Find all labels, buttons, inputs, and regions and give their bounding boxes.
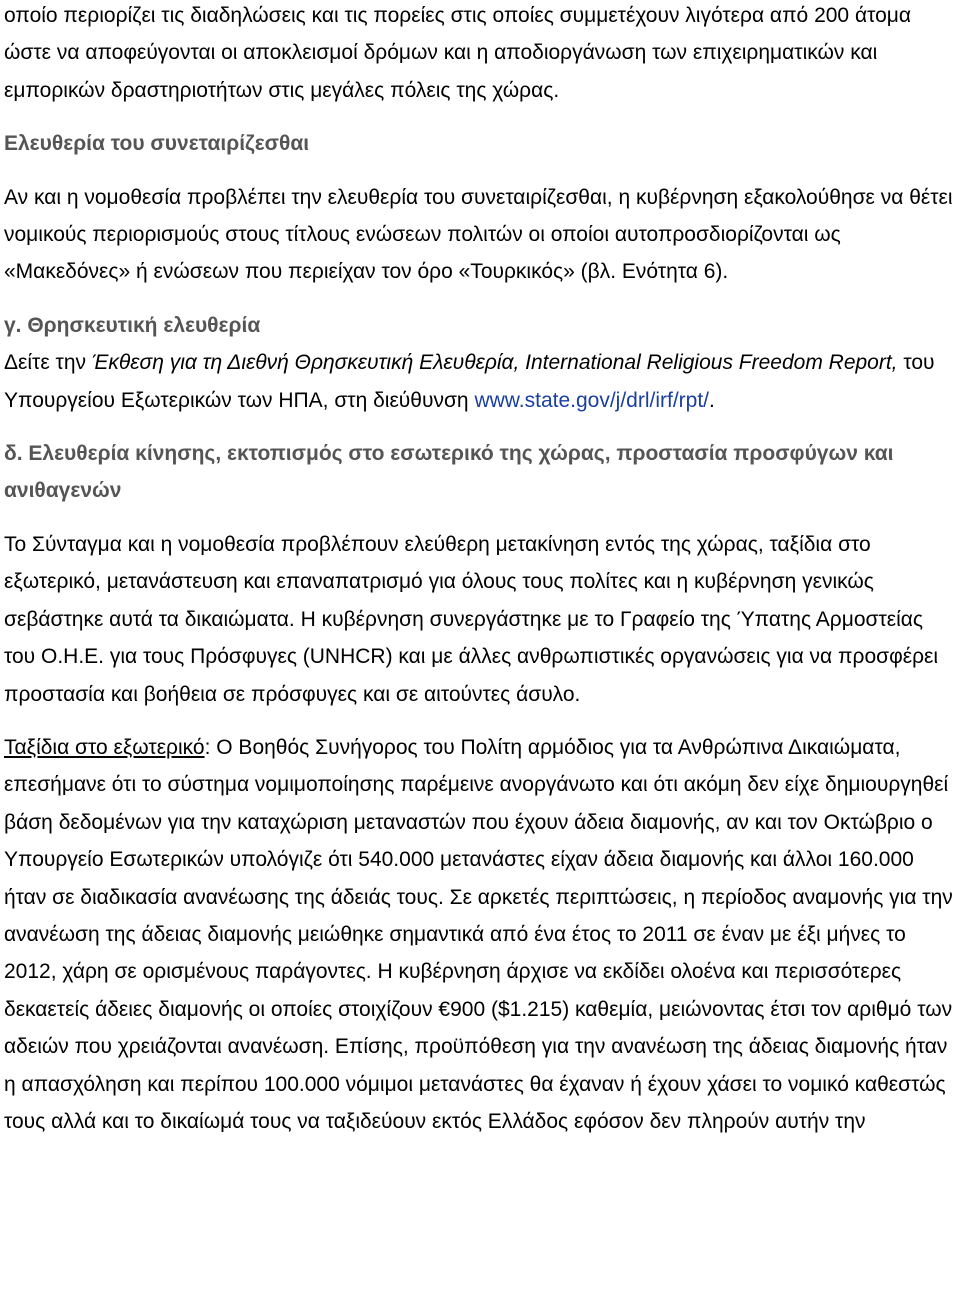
paragraph-freedom-of-association: Αν και η νομοθεσία προβλέπει την ελευθερία του συνεταιρίζεσθαι, η κυβέρνηση εξακολούθησε να θέτει νομικούς περιορισμούς στους τίτλους ενώσεων πολιτών οι οποίοι αυτοπροσδιορίζονται ως «Μακεδόνες» ή ενώσεων που περιείχαν τον όρο «Τουρκικός» (βλ. Ενότητα 6). (4, 185, 953, 284)
paragraph-religious-freedom (4, 344, 960, 419)
travel-abroad-label: Ταξίδια στο εξωτερικό (4, 735, 205, 759)
religion-text-prefix: Δείτε την (4, 351, 92, 375)
paragraph-freedom-of-movement: Το Σύνταγμα και η νομοθεσία προβλέπουν ελεύθερη μετακίνηση εντός της χώρας, ταξίδια στο εξωτερικό, μετανάστευση και επαναπατρισμό για όλους τους πολίτες και η κυβέρνηση γενικώς σεβάστηκε αυτά τα δικαιώματα. Η κυβέρνηση συνεργάστηκε με το Γραφείο της Ύπατης Αρμοστείας του Ο.Η.Ε. για τους Πρόσφυγες (UNHCR) και με άλλες ανθρωπιστικές οργανώσεις για να προσφέρει προστασία και βοήθεια σε πρόσφυγες και σε αιτούντες άσυλο. (4, 532, 939, 706)
heading-religious-freedom: γ. Θρησκευτική ελευθερία (4, 313, 261, 337)
religion-text-suffix: . (709, 388, 715, 412)
religion-text-middle: του Υπουργείου Εξωτερικών των ΗΠΑ, στη διεύθυνση (4, 351, 935, 412)
state-gov-link[interactable]: www.state.gov/j/drl/irf/rpt/ (474, 388, 710, 412)
travel-abroad-text: : Ο Βοηθός Συνήγορος του Πολίτη αρμόδιος για τα Ανθρώπινα Δικαιώματα, επεσήμανε ότι το σύστημα νομιμοποίησης παρέμεινε ανοργάνωτο και ότι ακόμη δεν είχε δημιουργηθεί βάση δεδομένων για την καταχώριση μεταναστών που έχουν άδεια διαμονής, αν και τον Οκτώβριο ο Υπουργείο Εσωτερικών υπολόγιζε ότι 540.000 μετανάστες είχαν άδεια διαμονής και άλλοι 160.000 ήταν σε διαδικασία ανανέωσης της άδειάς τους. Σε αρκετές περιπτώσεις, η περίοδος αναμονής για την ανανέωση της άδειας διαμονής μειώθηκε σημαντικά από ένα έτος το 2011 σε έναν με έξι μήνες το 2012, χάρη σε ορισμένους παράγοντες. Η κυβέρνηση άρχισε να εκδίδει ολοένα και περισσότερες δεκαετείς άδειες διαμονής οι οποίες στοιχίζουν €900 ($1.215) καθεμία, μειώνοντας έτσι τον αριθμό των αδειών που χρειάζονται ανανέωση. Επίσης, προϋπόθεση για την ανανέωση της άδειας διαμονής ήταν η απασχόληση και περίπου 100.000 νόμιμοι μετανάστες θα έχαναν ή έχουν χάσει το νομικό καθεστώς τους αλλά και το δικαίωμά τους να ταξιδεύουν εκτός Ελλάδος εφόσον δεν πληρούν αυτήν την (4, 735, 953, 1133)
report-title-italic: Έκθεση για τη Διεθνή Θρησκευτική Ελευθερία, International Religious Freedom Report, (91, 351, 898, 375)
heading-freedom-of-movement: δ. Ελευθερία κίνησης, εκτοπισμός στο εσωτερικό της χώρας, προστασία προσφύγων και ανιθαγενών (4, 442, 894, 503)
heading-freedom-of-association: Ελευθερία του συνεταιρίζεσθαι (4, 132, 310, 156)
paragraph-travel-abroad (4, 729, 960, 1140)
lead-paragraph: οποίο περιορίζει τις διαδηλώσεις και τις πορείες στις οποίες συμμετέχουν λιγότερα από 200 άτομα ώστε να αποφεύγονται οι αποκλεισμοί δρόμων και η αποδιοργάνωση των επιχειρηματικών και εμπορικών δραστηριοτήτων στις μεγάλες πόλεις της χώρας. (4, 4, 911, 102)
